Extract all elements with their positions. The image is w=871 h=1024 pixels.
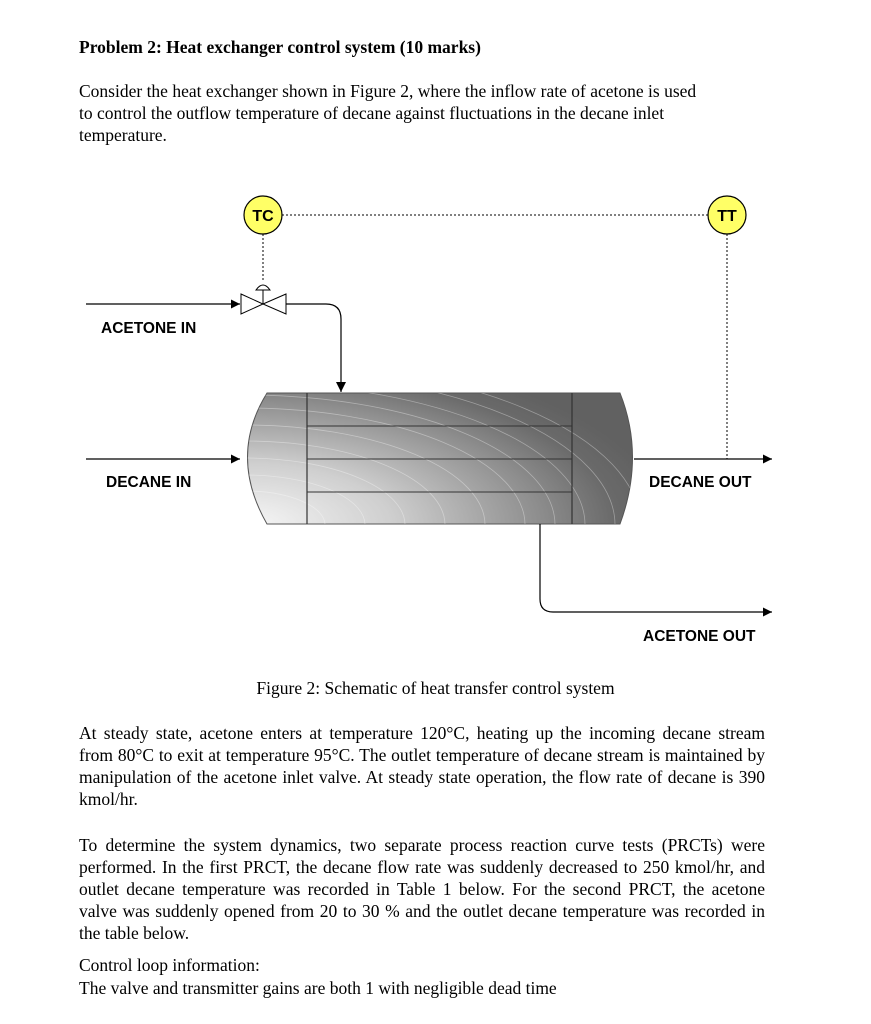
- intro-paragraph: [79, 80, 696, 146]
- intro-line: temperature.: [79, 125, 167, 145]
- temperature-transmitter-bubble[interactable]: [708, 196, 746, 234]
- control-valve[interactable]: [241, 285, 286, 314]
- intro-line: to control the outflow temperature of decane against fluctuations in the decane inlet: [79, 103, 665, 123]
- acetone-in-label: ACETONE IN: [101, 320, 197, 337]
- intro-line: Consider the heat exchanger shown in Figure 2, where the inflow rate of acetone is used: [79, 81, 697, 101]
- problem-title: Problem 2: Heat exchanger control system (10 marks): [79, 37, 481, 57]
- acetone-outlet-line: [540, 524, 772, 612]
- heat-exchanger-schematic: [0, 185, 871, 655]
- control-loop-text: The valve and transmitter gains are both 1 with negligible dead time: [79, 978, 557, 998]
- tc-label: TC: [252, 208, 274, 225]
- tt-label: TT: [717, 208, 737, 225]
- control-loop-heading: Control loop information:: [79, 955, 260, 975]
- acetone-inlet-line: [86, 304, 341, 392]
- prct-paragraph: To determine the system dynamics, two separate process reaction curve tests (PRCTs) were performed. In the first PRCT, the decane flow rate was suddenly decreased to 250 kmol/hr, and outlet decane temperature was recorded in Table 1 below. For the second PRCT, the acetone valve was suddenly opened from 20 to 30 % and the outlet decane temperature was recorded in the table below.: [79, 835, 765, 943]
- acetone-out-label: ACETONE OUT: [643, 628, 756, 645]
- temperature-controller-bubble[interactable]: [244, 196, 282, 234]
- steady-state-paragraph: At steady state, acetone enters at temperature 120°C, heating up the incoming decane stream from 80°C to exit at temperature 95°C. The outlet temperature of decane stream is maintained by manipulation of the acetone inlet valve. At steady state operation, the flow rate of decane is 390 kmol/hr.: [79, 723, 765, 809]
- figure-caption: Figure 2: Schematic of heat transfer control system: [256, 678, 615, 698]
- heat-exchanger-shell: [0, 360, 640, 655]
- decane-out-label: DECANE OUT: [649, 474, 752, 491]
- decane-in-label: DECANE IN: [106, 474, 192, 491]
